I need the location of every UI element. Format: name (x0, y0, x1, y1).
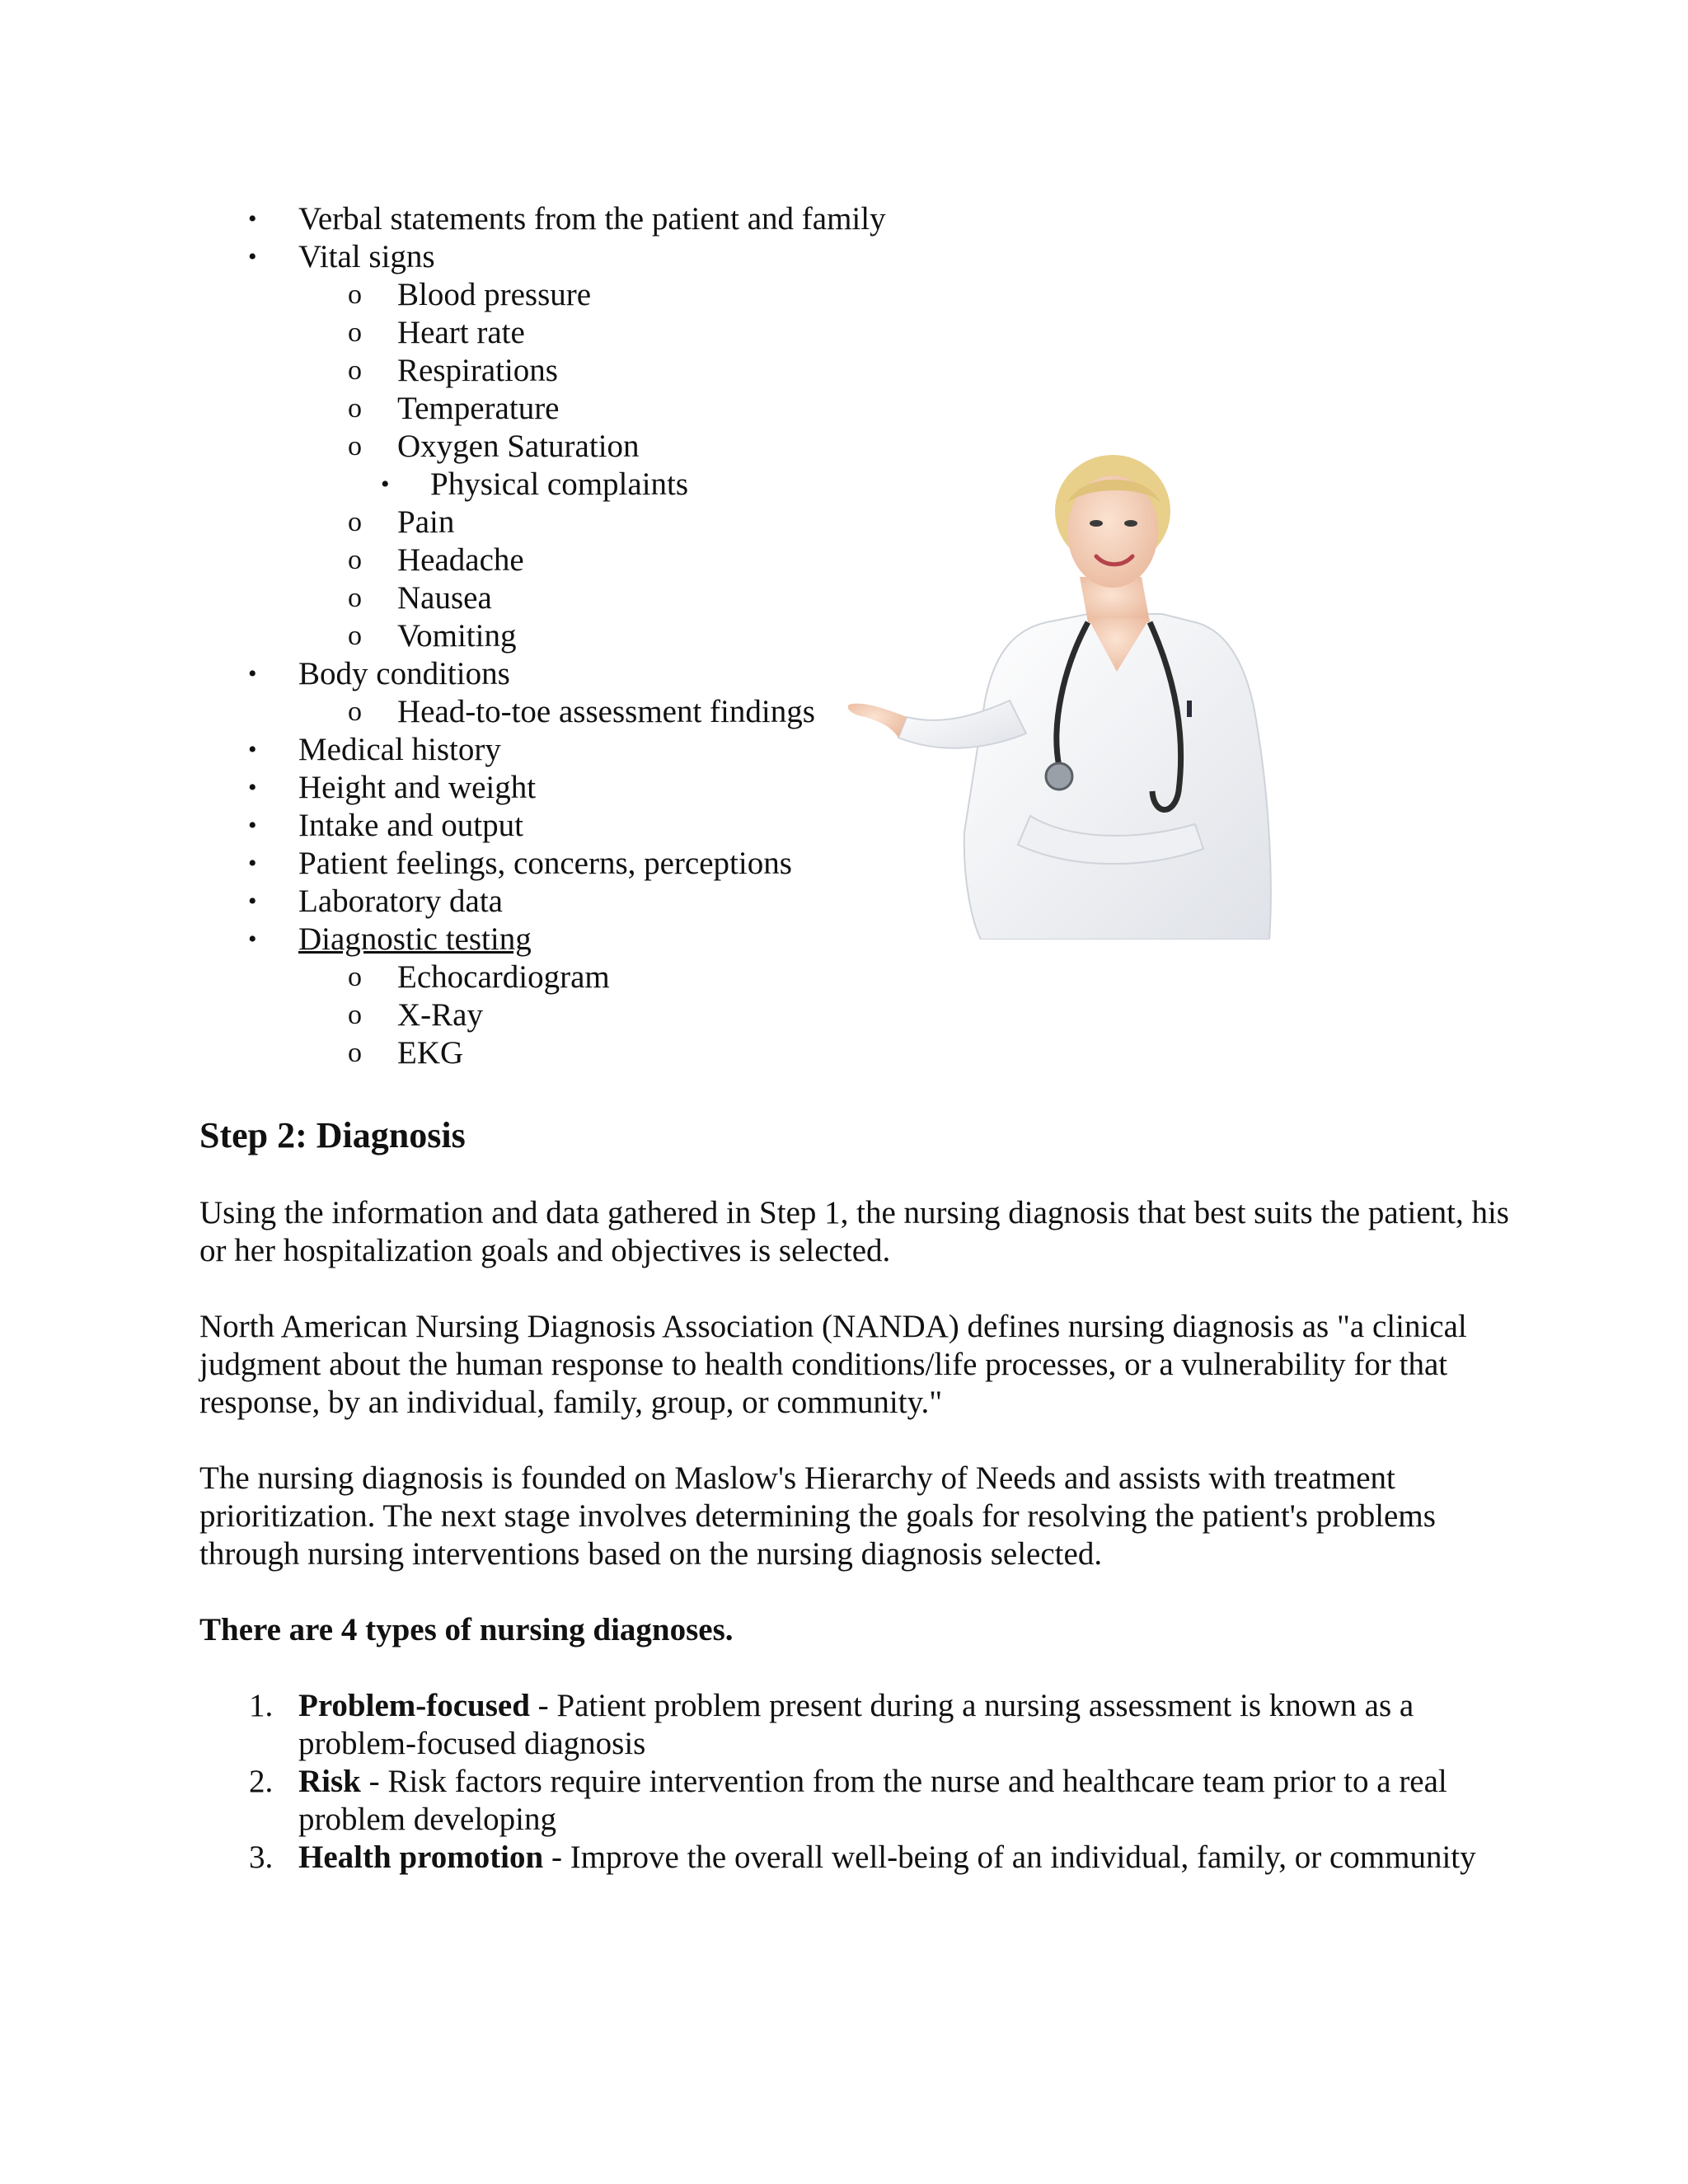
diagnostic-testing-link[interactable]: Diagnostic testing (298, 921, 532, 957)
sub-bullet-glyph: o (348, 1038, 362, 1068)
list-number: 3. (249, 1840, 274, 1875)
nurse-icon (841, 453, 1286, 940)
sub-bullet-glyph: o (348, 317, 362, 348)
sub-list-item: Heart rate (397, 315, 525, 350)
diagnosis-type-description: - Risk factors require intervention from the nurse and healthcare team prior to a real problem developing (298, 1764, 1447, 1837)
bullet-glyph: • (248, 812, 257, 839)
bullet-glyph: • (248, 243, 257, 270)
list-item: Patient feelings, concerns, perceptions (298, 846, 792, 881)
bullet-glyph: • (248, 205, 257, 232)
list-item: Physical complaints (430, 466, 689, 502)
sub-bullet-glyph: o (348, 355, 362, 386)
sub-bullet-glyph: o (348, 279, 362, 310)
sub-list-item: Nausea (397, 580, 492, 616)
section-heading: Step 2: Diagnosis (199, 1115, 466, 1155)
sub-list-item: Vomiting (397, 618, 517, 654)
list-item: Laboratory data (298, 883, 503, 919)
bullet-glyph: • (248, 888, 257, 915)
sub-list-item: Head-to-toe assessment findings (397, 694, 815, 729)
diagnosis-type-term: Health promotion (298, 1840, 544, 1875)
diagnosis-type-description: - Patient problem present during a nursing assessment is known as a problem-focused diagnosis (298, 1688, 1414, 1761)
list-number: 1. (249, 1688, 274, 1723)
bullet-glyph: • (248, 660, 257, 687)
sub-list-item: Echocardiogram (397, 959, 610, 995)
sub-bullet-glyph: o (348, 545, 362, 575)
diagnosis-type-item (298, 1763, 1518, 1839)
sub-bullet-glyph: o (348, 962, 362, 992)
sub-list-item: Oxygen Saturation (397, 429, 640, 464)
sub-list-item: Respirations (397, 353, 558, 388)
sub-list-item: Temperature (397, 391, 560, 426)
nurse-illustration (841, 453, 1286, 940)
sub-bullet-glyph: o (348, 621, 362, 651)
sub-bullet-glyph: o (348, 431, 362, 462)
paragraph-maslow: The nursing diagnosis is founded on Maslow's Hierarchy of Needs and assists with treatment prioritization. The next stage involves determining the goals for resolving the patient's problems through nursing interventions based on the nursing diagnosis selected. (199, 1460, 1436, 1572)
paragraph-nanda: North American Nursing Diagnosis Association (NANDA) defines nursing diagnosis as "a clinical judgment about the human response to health conditions/life processes, or a vulnerability for that response, by an individual, family, group, or community." (199, 1309, 1467, 1420)
diagnosis-type-term: Risk (298, 1764, 361, 1799)
sub-list-item: Pain (397, 504, 455, 540)
sub-bullet-glyph: o (348, 393, 362, 424)
sub-list-item: Blood pressure (397, 277, 592, 312)
diagnosis-type-item (298, 1687, 1518, 1763)
sub-list-item: EKG (397, 1035, 464, 1071)
bullet-glyph: • (248, 850, 257, 877)
diagnosis-type-item (298, 1839, 1518, 1877)
sub-bullet-glyph: o (348, 507, 362, 537)
list-number: 2. (249, 1764, 274, 1799)
list-item: Medical history (298, 732, 501, 767)
sub-list-item: Headache (397, 542, 524, 578)
bullet-glyph: • (248, 926, 257, 953)
diagnosis-type-description: - Improve the overall well-being of an individual, family, or community (543, 1840, 1476, 1875)
list-item: Height and weight (298, 770, 537, 805)
list-item: Verbal statements from the patient and family (298, 201, 886, 237)
bullet-glyph: • (381, 471, 390, 498)
sub-bullet-glyph: o (348, 696, 362, 727)
sub-bullet-glyph: o (348, 583, 362, 613)
bullet-glyph: • (248, 736, 257, 763)
sub-bullet-glyph: o (348, 1000, 362, 1030)
types-heading: There are 4 types of nursing diagnoses. (199, 1612, 734, 1647)
paragraph-intro: Using the information and data gathered in Step 1, the nursing diagnosis that best suits the patient, his or her hospitalization goals and objectives is selected. (199, 1195, 1509, 1268)
list-item: Intake and output (298, 808, 523, 843)
list-item: Body conditions (298, 656, 510, 691)
bullet-glyph: • (248, 774, 257, 801)
diagnosis-type-term: Problem-focused (298, 1688, 530, 1723)
sub-list-item: X-Ray (397, 997, 483, 1033)
list-item: Vital signs (298, 239, 435, 274)
